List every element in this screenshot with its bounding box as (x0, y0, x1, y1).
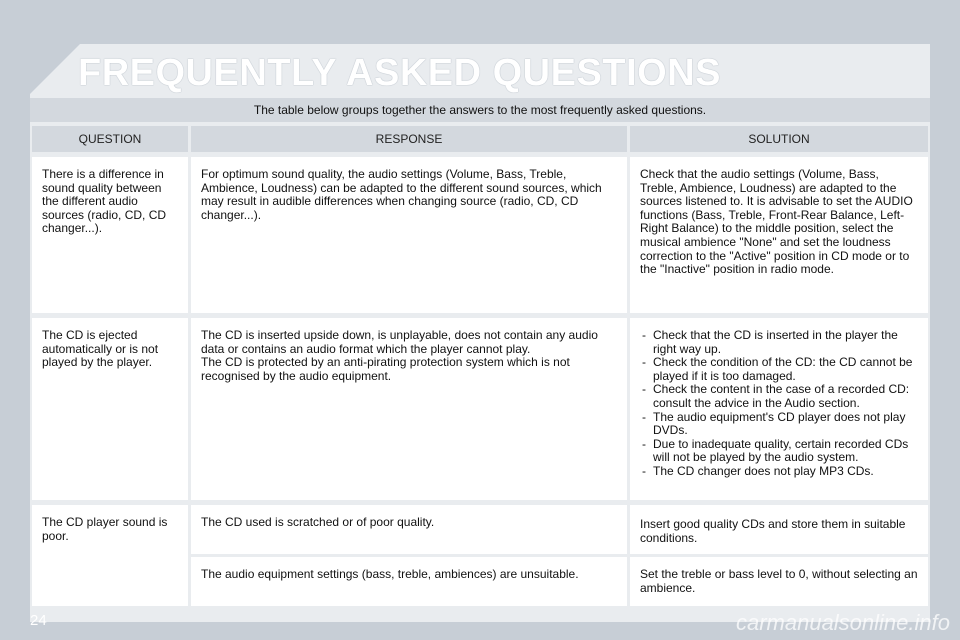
list-item: - Check that the CD is inserted in the player the right way up. (640, 329, 918, 356)
list-item: - Due to inadequate quality, certain recorded CDs will not be played by the audio system. (640, 438, 918, 465)
row2-question (32, 318, 188, 500)
row3-response-a (191, 505, 627, 554)
row1-response-text: For optimum sound quality, the audio settings (Volume, Bass, Treble, Ambience, Loudness) can be adapted to the different sound sources, which may result in audible differences when changing source (radio, CD, CD changer...). (201, 167, 602, 222)
row1-question-text: There is a difference in sound quality between the different audio sources (radio, CD, CD changer...). (42, 167, 167, 236)
row2-question-text: The CD is ejected automatically or is not played by the player. (42, 328, 159, 370)
row1-solution (630, 157, 928, 313)
column-header-response: RESPONSE (191, 126, 627, 152)
list-item: - The CD changer does not play MP3 CDs. (640, 465, 918, 479)
row2-solution (630, 318, 928, 500)
row3-solution-b-text: Set the treble or bass level to 0, without selecting an ambience. (640, 567, 918, 595)
row3-solution-a-text: Insert good quality CDs and store them in suitable conditions. (640, 517, 906, 545)
row3-solution-a (630, 505, 928, 554)
row1-question (32, 157, 188, 313)
page-title: FREQUENTLY ASKED QUESTIONS (78, 52, 721, 94)
row3-response-a-text: The CD used is scratched or of poor quality. (201, 515, 435, 529)
row3-response-b (191, 557, 627, 606)
intro-text: The table below groups together the answers to the most frequently asked questions. (253, 103, 707, 117)
list-item: - The audio equipment's CD player does not play DVDs. (640, 411, 918, 438)
row3-solution-b (630, 557, 928, 606)
watermark: carmanualsonline.info (735, 610, 950, 635)
row2-solution-list (640, 329, 918, 479)
list-item: - Check the content in the case of a recorded CD: consult the advice in the Audio section. (640, 383, 918, 410)
row3-response-b-text: The audio equipment settings (bass, treble, ambiences) are unsuitable. (201, 567, 579, 581)
column-header-question: QUESTION (32, 126, 188, 152)
row2-response-text: The CD is inserted upside down, is unplayable, does not contain any audio data or contains an audio format which the player cannot play. The CD is protected by an anti-pirating protection system which is not recognised by the audio equipment. (201, 328, 598, 383)
row2-response (191, 318, 627, 500)
page-number: 24 (30, 612, 47, 629)
row3-question-text: The CD player sound is poor. (42, 515, 168, 543)
row1-solution-text: Check that the audio settings (Volume, Bass, Treble, Ambience, Loudness) are adapted to the sources listened to. It is advisable to set the AUDIO functions (Bass, Treble, Front-Rear Balance, Left-Right Balance) to the middle position, select the musical ambience "None" and set the loudness correction to the "Active" position in CD mode or to the "Inactive" position in radio mode. (640, 167, 913, 277)
row3-question (32, 505, 188, 606)
column-header-solution: SOLUTION (630, 126, 928, 152)
row1-response (191, 157, 627, 313)
list-item: - Check the condition of the CD: the CD cannot be played if it is too damaged. (640, 356, 918, 383)
